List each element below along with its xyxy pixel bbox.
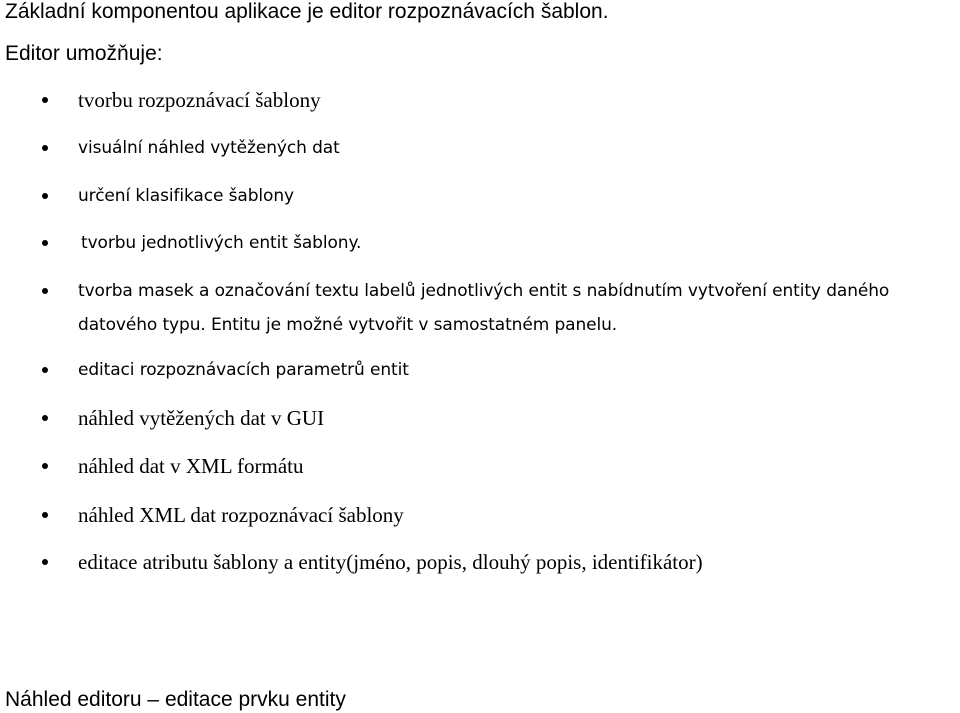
list-item-text: tvorbu rozpoznávací šablony	[78, 88, 321, 112]
list-item-text: náhled dat v XML formátu	[78, 454, 304, 478]
bullet-icon	[42, 367, 48, 373]
bullet-icon	[42, 240, 48, 246]
list-item-text: určení klasifikace šablony	[78, 186, 294, 206]
bullet-icon	[42, 193, 48, 199]
list-item-text: editace atributu šablony a entity(jméno, popis, dlouhý popis, identifikátor)	[78, 550, 703, 574]
editor-capabilities-heading: Editor umožňuje:	[5, 42, 163, 65]
bullet-icon	[42, 415, 48, 421]
figure-caption: Náhled editoru – editace prvku entity	[5, 688, 346, 711]
list-item-continuation: datového typu. Entitu je možné vytvořit v samostatném panelu.	[78, 315, 618, 335]
bullet-icon	[42, 463, 48, 469]
bullet-icon	[42, 97, 48, 103]
list-item-text: tvorba masek a označování textu labelů jednotlivých entit s nabídnutím vytvoření entity daného	[78, 281, 890, 301]
bullet-icon	[42, 559, 48, 565]
bullet-icon	[42, 288, 48, 294]
list-item-text: náhled XML dat rozpoznávací šablony	[78, 503, 404, 527]
list-item-text: tvorbu jednotlivých entit šablony.	[81, 233, 362, 253]
bullet-icon	[42, 145, 48, 151]
bullet-icon	[42, 512, 48, 518]
list-item-text: visuální náhled vytěžených dat	[78, 138, 340, 158]
intro-text: Základní komponentou aplikace je editor rozpoznávacích šablon.	[5, 0, 609, 23]
list-item-text: editaci rozpoznávacích parametrů entit	[78, 360, 409, 380]
list-item-text: náhled vytěžených dat v GUI	[78, 406, 325, 430]
